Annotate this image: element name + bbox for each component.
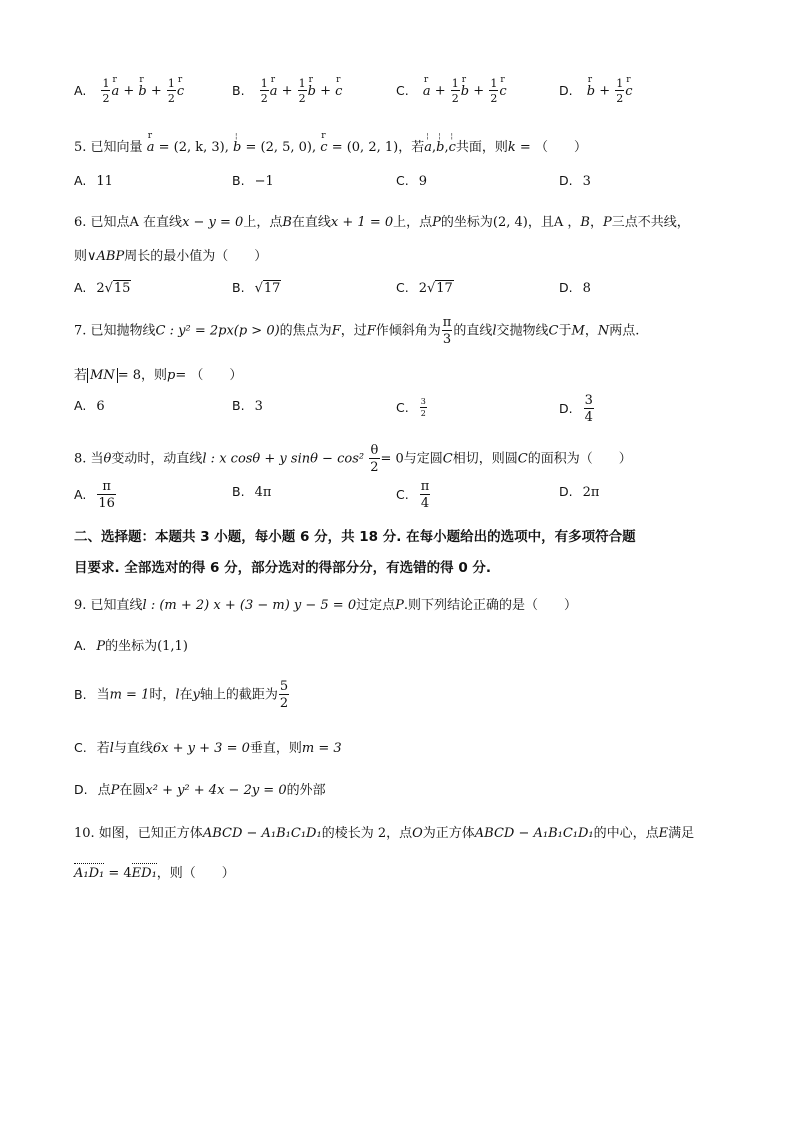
q6-option-b[interactable]: B. √17 [232,280,281,296]
q10-stem-line2: A₁D₁ = 4ED₁，则（ ） [74,866,235,881]
q8-stem: 8. 当θ变动时，动直线l : x cosθ + y sinθ − cos² $\frac{\theta}{2}$ = 0与定圆C相切，则圆C的面积为（ ） [74,443,632,475]
q5-option-d[interactable]: D. 3 [559,173,591,189]
q5-options [74,173,734,203]
q4-option-c[interactable]: C. r a + $\frac{1}{2}$ r b + $\frac{1}{2}$ r c [396,78,507,104]
q9-option-d[interactable]: D. 点P在圆x² + y² + 4x − 2y = 0的外部 [74,782,326,798]
q8-option-c[interactable]: C. $\frac{\pi}{4}$ [396,479,430,511]
q6-stem-line1: 6. 已知点A 在直线x − y = 0上，点B在直线x + 1 = 0上，点P的坐标为(2, 4)，且A ，B，P三点不共线， [74,215,690,230]
q7-option-b[interactable]: B. 3 [232,398,263,414]
q7-option-d[interactable]: D. $\frac{3}{4}$ [559,393,593,425]
q5-option-b[interactable]: B. −1 [232,173,274,189]
q9-stem: 9. 已知直线l : (m + 2) x + (3 − m) y − 5 = 0过定点P.则下列结论正确的是（ ） [74,598,578,613]
q4-options [74,78,734,108]
q8-option-a[interactable]: A. $\frac{\pi}{16}$ [74,479,115,511]
q9-option-c[interactable]: C. 若l与直线6x + y + 3 = 0垂直，则m = 3 [74,740,342,756]
section2-heading-line1: 二、选择题：本题共 3 小题，每小题 6 分，共 18 分. 在每小题给出的选项中，有多项符合题 [74,529,636,545]
q9-option-b[interactable]: B. 当m = 1时，l在y轴上的截距为 $\frac{5}{2}$ [74,679,289,711]
q10-stem-line1: 10. 如图，已知正方体ABCD − A₁B₁C₁D₁的棱长为 2，点O为正方体ABCD − A₁B₁C₁D₁的中心，点E满足 [74,826,695,841]
q8-option-d[interactable]: D. 2π [559,484,600,500]
section2-heading-line2: 目要求. 全部选对的得 6 分，部分选对的得部分分，有选错的得 0 分. [74,560,492,576]
q4-option-d[interactable]: D. r b + $\frac{1}{2}$ r c [559,78,633,104]
q7-stem-line2: 若 MN = 8，则p= （ ） [74,368,243,383]
q4-option-b[interactable]: B. $\frac{1}{2}$ r a + $\frac{1}{2}$ r b + r c [232,78,342,104]
q5-option-a[interactable]: A. 11 [74,173,113,189]
q8-options [74,479,734,514]
q7-option-c[interactable]: C. $\frac{3}{2}$ [396,397,426,418]
q6-stem-line2: 则∨ABP周长的最小值为（ ） [74,249,268,264]
q6-option-c[interactable]: C. 2√17 [396,280,453,296]
q5-stem: 5. 已知向量 r a = (2, k, 3), ¦ b = (2, 5, 0), r c = (0, 2, 1)，若¦ a,¦ b,¦ c共面，则k = （ ） [74,136,587,155]
q7-stem-line1: 7. 已知抛物线C : y² = 2px(p > 0)的焦点为F，过F作倾斜角为 $\frac{\pi}{3}$ 的直线l交抛物线C于M，N两点. [74,315,640,347]
q6-option-a[interactable]: A. 2√15 [74,280,131,296]
q5-option-c[interactable]: C. 9 [396,173,427,189]
q7-option-a[interactable]: A. 6 [74,398,105,414]
q6-option-d[interactable]: D. 8 [559,280,591,296]
q4-option-a[interactable]: A. $\frac{1}{2}$ r a + r b + $\frac{1}{2}$ r c [74,78,184,104]
q8-option-b[interactable]: B. 4π [232,484,272,500]
q9-option-a[interactable]: A. P的坐标为(1,1) [74,638,188,654]
q6-options [74,280,734,310]
q7-options [74,393,734,428]
